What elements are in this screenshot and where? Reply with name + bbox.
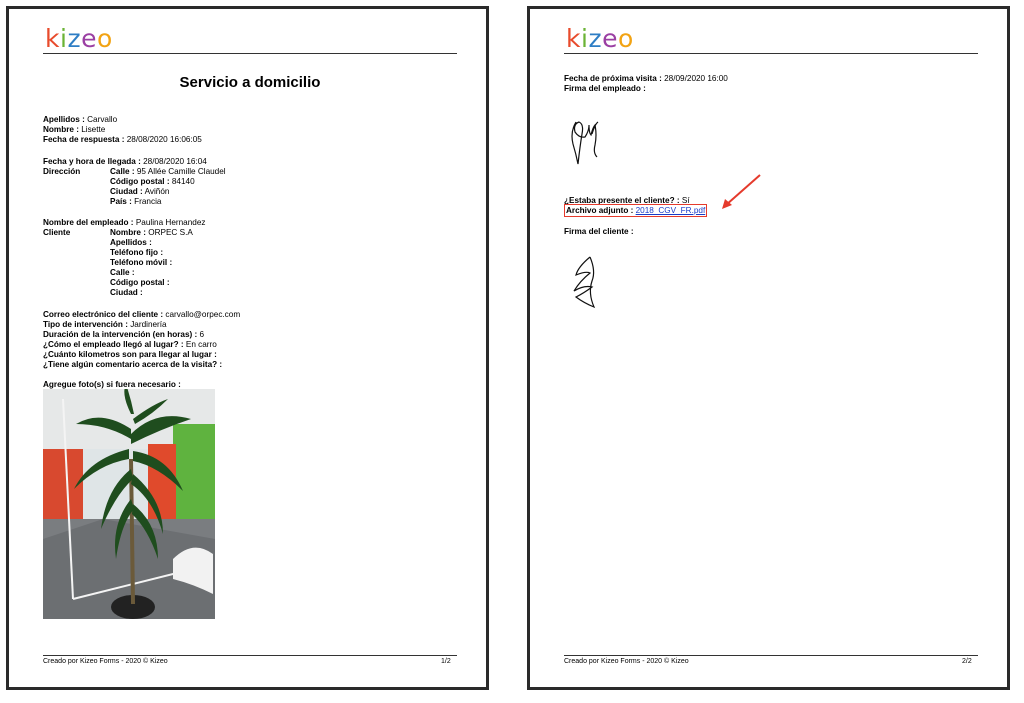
arrow-icon (718, 172, 763, 212)
plant-photo (43, 389, 215, 619)
document-page-2 (527, 6, 1010, 690)
header-divider (564, 53, 978, 54)
footer-credit: Creado por Kizeo Forms - 2020 © Kizeo (43, 658, 168, 665)
firma-empleado-label: Firma del empleado : (564, 84, 646, 93)
apellidos-row: Apellidos : Carvallo (43, 115, 118, 124)
page-number: 2/2 (962, 658, 972, 665)
page-title: Servicio a domicilio (179, 74, 321, 91)
client-signature (568, 251, 608, 311)
nombre-row: Nombre : Lisette (43, 125, 106, 134)
cliente-label: Cliente (43, 228, 71, 237)
firma-cliente-label: Firma del cliente : (564, 227, 634, 236)
adjunto-row: Archivo adjunto : 2018_CGV_FR.pdf (566, 206, 706, 215)
plant-photo-image (43, 389, 215, 619)
cliente-telefono-fijo: Teléfono fijo : (110, 248, 164, 257)
km-row: ¿Cuánto kilometros son para llegar al lugar : (43, 350, 217, 359)
direccion-ciudad: Ciudad : Aviñón (110, 187, 170, 196)
tipo-row: Tipo de intervención : Jardinería (43, 320, 167, 329)
presente-row: ¿Estaba presente el cliente? : Sí (564, 196, 690, 205)
proxima-visita-row: Fecha de próxima visita : 28/09/2020 16:00 (564, 74, 728, 83)
empleado-row: Nombre del empleado : Paulina Hernandez (43, 218, 206, 227)
como-row: ¿Cómo el empleado llegó al lugar? : En carro (43, 340, 217, 349)
document-page-1 (6, 6, 489, 690)
footer-divider (564, 655, 978, 656)
attachment-link[interactable]: 2018_CGV_FR.pdf (635, 206, 706, 215)
cliente-ciudad: Ciudad : (110, 288, 143, 297)
employee-signature (566, 114, 606, 169)
fecha-respuesta-row: Fecha de respuesta : 28/08/2020 16:06:05 (43, 135, 202, 144)
direccion-cp: Código postal : 84140 (110, 177, 195, 186)
duracion-row: Duración de la intervención (en horas) : 6 (43, 330, 205, 339)
foto-label: Agregue foto(s) si fuera necesario : (43, 380, 181, 389)
kizeo-logo: kizeo (45, 24, 113, 53)
cliente-nombre: Nombre : ORPEC S.A (110, 228, 193, 237)
header-divider (43, 53, 457, 54)
footer-credit: Creado por Kizeo Forms - 2020 © Kizeo (564, 658, 689, 665)
llegada-row: Fecha y hora de llegada : 28/08/2020 16:04 (43, 157, 207, 166)
correo-row: Correo electrónico del cliente : carvallo@orpec.com (43, 310, 241, 319)
cliente-cp: Código postal : (110, 278, 170, 287)
page-number: 1/2 (441, 658, 451, 665)
cliente-apellidos: Apellidos : (110, 238, 152, 247)
cliente-telefono-movil: Teléfono móvil : (110, 258, 173, 267)
direccion-pais: País : Francia (110, 197, 162, 206)
footer-divider (43, 655, 457, 656)
comentario-row: ¿Tiene algún comentario acerca de la visita? : (43, 360, 223, 369)
cliente-calle: Calle : (110, 268, 135, 277)
direccion-calle: Calle : 95 Allée Camille Claudel (110, 167, 226, 176)
kizeo-logo: kizeo (566, 24, 634, 53)
direccion-label: Dirección (43, 167, 81, 176)
